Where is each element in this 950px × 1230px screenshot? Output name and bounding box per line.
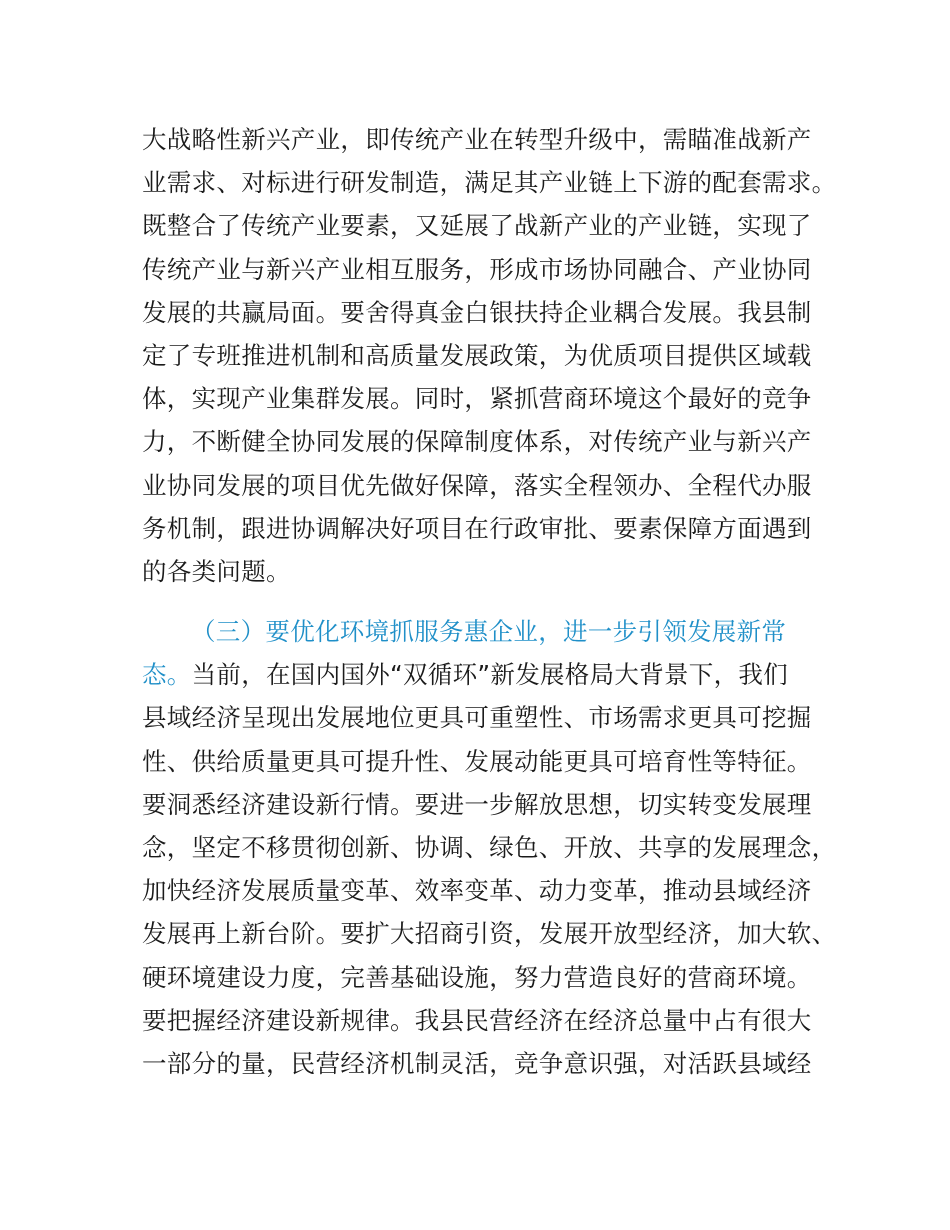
- text-line: 务机制，跟进协调解决好项目在行政审批、要素保障方面遇到: [142, 513, 812, 543]
- text-line: 念，坚定不移贯彻创新、协调、绿色、开放、共享的发展理念，: [142, 832, 837, 862]
- text-line: 的各类问题。: [142, 556, 291, 586]
- section-heading: （三）要优化环境抓服务惠企业，进一步引领发展新常: [191, 617, 787, 646]
- text-line: 业协同发展的项目优先做好保障，落实全程领办、全程代办服: [142, 470, 812, 500]
- text-line: 体，实现产业集群发展。同时，紧抓营商环境这个最好的竞争: [142, 384, 812, 414]
- text-line: 要洞悉经济建设新行情。要进一步解放思想，切实转变发展理: [142, 789, 812, 819]
- text-line: 加快经济发展质量变革、效率变革、动力变革，推动县域经济: [142, 876, 812, 906]
- text-line: 定了专班推进机制和高质量发展政策，为优质项目提供区域载: [142, 340, 812, 370]
- text-line: 既整合了传统产业要素，又延展了战新产业的产业链，实现了: [142, 211, 812, 241]
- body-paragraph-1: [142, 118, 837, 593]
- section-heading-line: [142, 610, 832, 653]
- text-line: [142, 653, 832, 696]
- text-line: 传统产业与新兴产业相互服务，形成市场协同融合、产业协同: [142, 254, 812, 284]
- text-line-rest: 当前，在国内国外“双循环”新发展格局大背景下，我们: [191, 660, 788, 690]
- text-line: 一部分的量，民营经济机制灵活，竞争意识强，对活跃县域经: [142, 1048, 812, 1078]
- text-line: 力，不断健全协同发展的保障制度体系，对传统产业与新兴产: [142, 427, 812, 457]
- text-line: 业需求、对标进行研发制造，满足其产业链上下游的配套需求。: [142, 168, 837, 198]
- text-line: 性、供给质量更具可提升性、发展动能更具可培育性等特征。: [142, 746, 812, 776]
- text-line: 县域经济呈现出发展地位更具可重塑性、市场需求更具可挖掘: [142, 703, 812, 733]
- text-line: 硬环境建设力度，完善基础设施，努力营造良好的营商环境。: [142, 962, 812, 992]
- body-paragraph-2: [142, 610, 837, 1085]
- text-line: 发展再上新台阶。要扩大招商引资，发展开放型经济，加大软、: [142, 919, 837, 949]
- section-heading-end: 态。: [142, 660, 192, 690]
- text-line: 要把握经济建设新规律。我县民营经济在经济总量中占有很大: [142, 1005, 812, 1035]
- text-line: 发展的共赢局面。要舍得真金白银扶持企业耦合发展。我县制: [142, 297, 812, 327]
- text-line: 大战略性新兴产业，即传统产业在转型升级中，需瞄准战新产: [142, 125, 812, 154]
